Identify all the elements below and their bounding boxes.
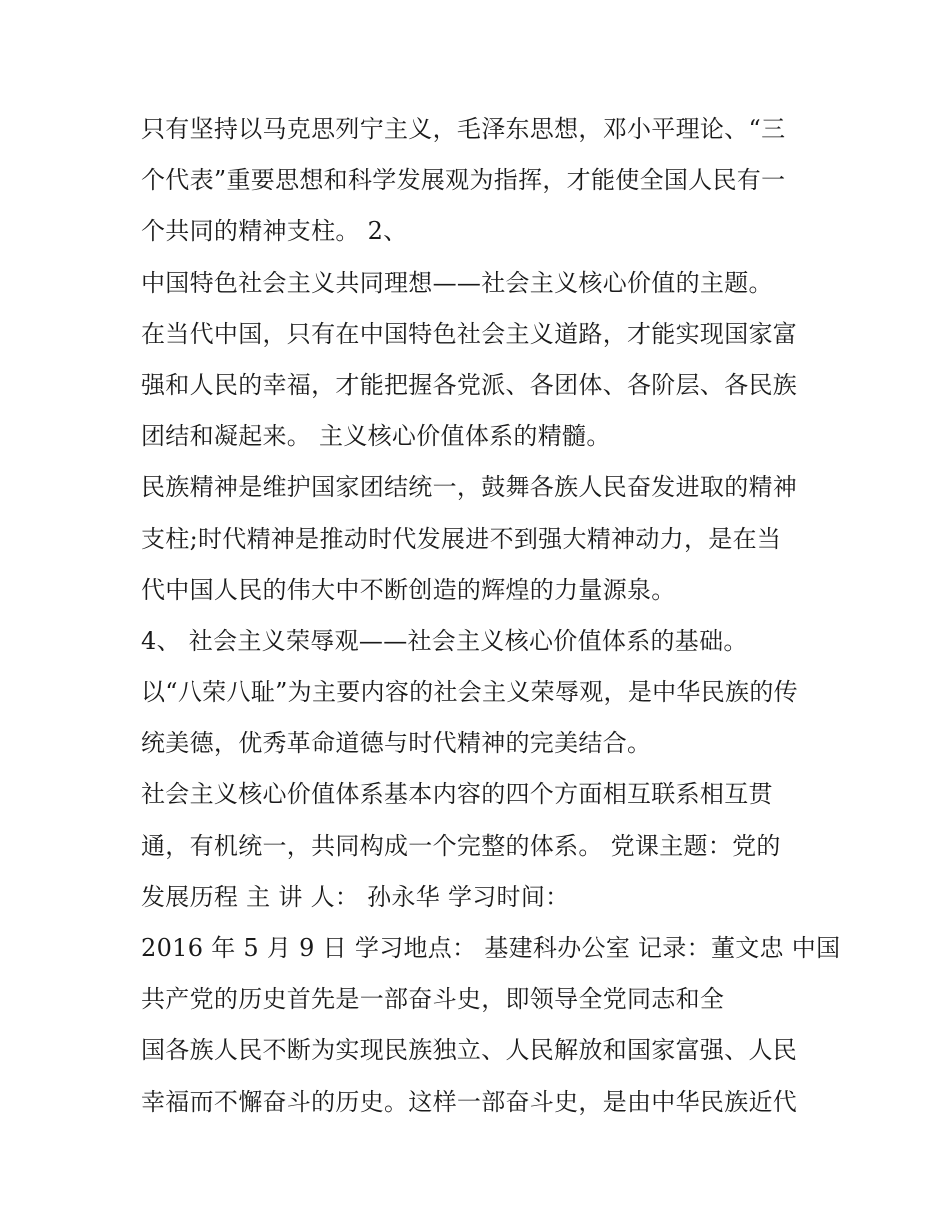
text-line: 2016 年 5 月 9 日 学习地点： 基建科办公室 记录：董文忠 中国	[141, 934, 841, 962]
text-line: 4、 社会主义荣辱观——社会主义核心价值体系的基础。	[141, 626, 748, 655]
text-line: 个共同的精神支柱。 2、	[141, 217, 408, 246]
text-line: 共产党的历史首先是一部奋斗史，即领导全党同志和全	[141, 985, 725, 1014]
text-line: 以“八荣八耻”为主要内容的社会主义荣辱观，是中华民族的传	[141, 678, 798, 707]
text-line: 幸福而不懈奋斗的历史。这样一部奋斗史，是由中华民族近代	[141, 1087, 798, 1116]
text-line: 统美德，优秀革命道德与时代精神的完美结合。	[141, 729, 652, 758]
text-line: 支柱;时代精神是推动时代发展进不到强大精神动力，是在当	[141, 524, 782, 553]
text-line: 民族精神是维护国家团结统一，鼓舞各族人民奋发进取的精神	[141, 473, 798, 502]
text-line: 代中国人民的伟大中不断创造的辉煌的力量源泉。	[141, 575, 676, 604]
text-line: 发展历程 主 讲 人： 孙永华 学习时间：	[141, 882, 570, 911]
text-line: 社会主义核心价值体系基本内容的四个方面相互联系相互贯	[141, 780, 773, 809]
text-line: 中国特色社会主义共同理想——社会主义核心价值的主题。	[141, 268, 773, 297]
document-body	[141, 104, 841, 1128]
text-line: 强和人民的幸福，才能把握各党派、各团体、各阶层、各民族	[141, 370, 798, 399]
text-line: 国各族人民不断为实现民族独立、人民解放和国家富强、人民	[141, 1036, 798, 1065]
text-line: 只有坚持以马克思列宁主义，毛泽东思想，邓小平理论、“三	[141, 115, 786, 143]
text-line: 通，有机统一，共同构成一个完整的体系。 党课主题：党的	[141, 831, 781, 860]
text-line: 团结和凝起来。 主义核心价值体系的精髓。	[141, 422, 611, 451]
text-line: 个代表”重要思想和科学发展观为指挥，才能使全国人民有一	[141, 166, 786, 195]
text-line: 在当代中国，只有在中国特色社会主义道路，才能实现国家富	[141, 319, 798, 348]
